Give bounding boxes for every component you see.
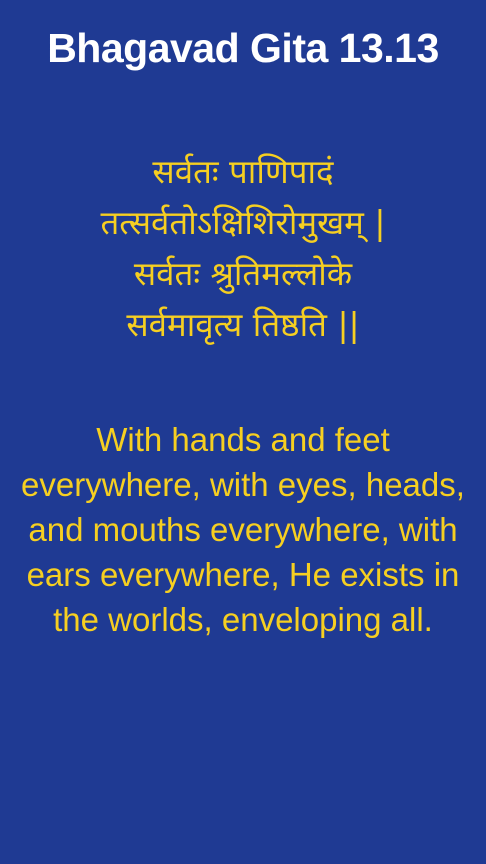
verse-line: तत्सर्वतोऽक्षिशिरोमुखम् |: [100, 203, 386, 242]
verse-line: सर्वतः श्रुतिमल्लोके: [133, 254, 353, 293]
verse-line: सर्वमावृत्य तिष्ठति ||: [126, 305, 360, 344]
english-translation: With hands and feet everywhere, with eyes, heads, and mouths everywhere, with ears everywhere, He exists in the worlds, enveloping all.: [21, 421, 465, 638]
page-title: Bhagavad Gita 13.13: [47, 25, 439, 71]
verse-line: सर्वतः पाणिपादं: [152, 152, 334, 191]
sanskrit-verse: [0, 146, 486, 350]
